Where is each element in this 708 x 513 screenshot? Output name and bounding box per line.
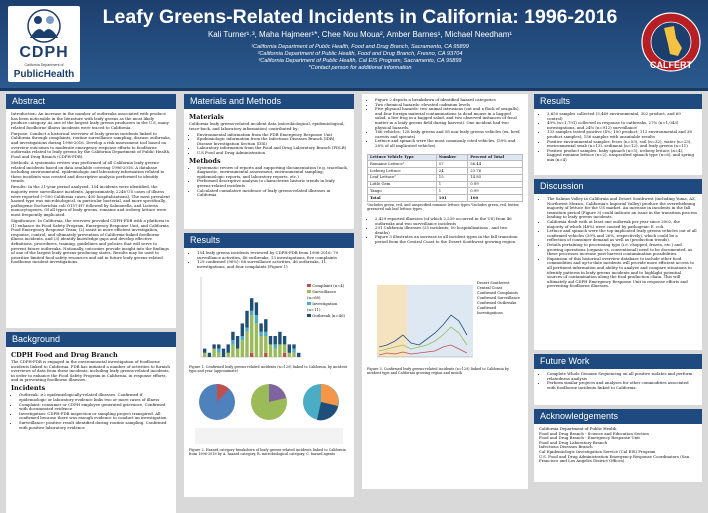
table-row: Romaine Lettuce¹ 57 56.44: [368, 161, 523, 168]
figure-3-legend-item: Desert Southwest: [477, 280, 510, 285]
affiliation-3: ³California Department of Public Health, Cal EIS Program, Sacramento, CA 95899: [258, 58, 462, 64]
figure-1-bar-segment: [283, 336, 286, 344]
future-work-heading: Future Work: [534, 354, 702, 369]
table-header-row: [368, 154, 523, 161]
column-4: [534, 94, 702, 482]
abstract-body: [6, 109, 176, 328]
results-right-body: [534, 109, 702, 175]
ack-line: Food and Drug Branch - Science and Education Section: [539, 430, 649, 436]
discussion-heading: Discussion: [534, 179, 702, 194]
ack-line: Food and Drug Laboratory Branch: [539, 439, 608, 445]
materials-subheading: Materials: [189, 113, 224, 121]
figure-1-bar-segment: [236, 349, 239, 357]
calfert-seal-icon: [640, 4, 702, 84]
cdph-logo: [8, 6, 80, 82]
figure-3-caption: Figure 3. Confirmed leafy greens-related incidents (n=129) linked to California by incident type and California growing region and month: [367, 366, 509, 375]
background-subheading: CDPH Food and Drug Branch: [11, 351, 118, 359]
figure-1-bar-segment: [292, 353, 295, 357]
samples-item: • Positive product samples: baby spinach (n=5), iceberg lettuce (n=4), bagged romaine lettuce (n=2), unspecified spinach type (n=6), and spring mix (n=4): [547, 149, 697, 163]
table-header-cell: Lettuce Vehicle Type: [368, 154, 437, 161]
figure-2: [189, 376, 349, 448]
table-row: Leaf Lettuce² 15 14.85: [368, 174, 523, 181]
poster-header: [0, 0, 708, 91]
figure-1-bar-segment: [217, 345, 220, 349]
materials-item: • Epidemiologic information from the Infectious Diseases Branch (IDB) Disease Investigation Section (DIS): [197, 137, 349, 146]
figure-1-bar-segment: [250, 299, 253, 312]
methods-heading: Materials and Methods: [184, 94, 354, 109]
column-1: [6, 94, 176, 513]
ack-line: Infectious Diseases Branch: [539, 444, 593, 450]
figure-3-legend-item: Confirmed Investigations: [477, 305, 503, 315]
figure-1-bar-segment: [250, 353, 253, 357]
figure-3-legend-item: Confirmed Complaints: [477, 290, 518, 295]
illness-list: [367, 217, 523, 245]
figure-3-legend: [477, 281, 521, 316]
abstract-methods: Methods: A systematic review was performed of all California leafy greens-related incidents based on data available covering 1996-2016. A database including environmental, epidemiologic and laboratory information related to these incidents was created and descriptive analysis performed to identify trends.: [11, 159, 165, 184]
hazard-item: • Lettuce and spinach were the most commonly cited vehicles, (39% and 26% of all implicated vehicles).: [375, 139, 523, 148]
figure-1-bar-segment: [283, 345, 286, 353]
calfert-logo-text: CALFERT: [650, 60, 692, 70]
cdph-logo-publichealth: PublicHealth: [13, 69, 75, 80]
table-header-cell: Percent of Total: [468, 154, 523, 161]
abstract-introduction: Introduction: An increase in the number of outbreaks associated with produce has been noticeable in the literature with leafy greens as the most likely produce category. As one of the largest leafy greens producers in the U.S, many related foodborne illness incidents were traced to California.: [11, 111, 169, 130]
ack-line: Food and Drug Branch - Emergency Response Unit: [539, 435, 640, 441]
methods-body: [184, 109, 354, 229]
cdph-emblem-icon: [8, 6, 80, 46]
figure-1-bar-segment: [288, 353, 291, 357]
figure-3-legend-item: Confirmed Surveillance: [477, 295, 521, 300]
discussion-item: • California dealt with at least one outbreak per year since 2002, the majority of which (48%) were caused by pathogenic E. coli.: [547, 220, 697, 229]
discussion-item: • Lettuce and spinach were the top implicated leafy greens vehicles out of all confirmed vehicles (39% and 26%, respectively), which could be a reflection of consumer demand as well as (production trends).: [547, 229, 697, 243]
background-paragraph: The CDPH-FDB is engaged in the environmental investigation of foodborne incidents linked to California. FDB has initiated a number of activities to furnish overviews of data from these incidents, including leafy greens-related incidents, in order to enhance the Food Safety Program in California, in response efforts, and in preventing foodborne illnesses.: [11, 359, 170, 383]
figure-1-bar-segment: [245, 332, 248, 357]
figure-1-bar-segment: [217, 349, 220, 353]
figure-1-bar-segment: [292, 345, 295, 349]
incident-definition-item: • Surveillance: positive result identified during routine sampling. Confirmed with positive laboratory evidence: [19, 421, 171, 430]
figure-1-bar-segment: [217, 353, 220, 357]
figure-1-bar-segment: [274, 349, 277, 357]
hazard-list: [367, 98, 523, 149]
table-row: Little Gem 1 0.99: [368, 181, 523, 188]
figure-1-bar-segment: [231, 341, 234, 345]
figure-1-bar-segment: [297, 353, 300, 357]
figure-1-bar-segment: [245, 328, 248, 332]
results-left-item: • 129 confirmed (96%): 68 surveillance activities, 46 outbreaks, 11 investigations, and four complaints (Figure 1): [197, 260, 349, 269]
figure-1-bar-segment: [278, 332, 281, 345]
abstract-heading: Abstract: [6, 94, 176, 109]
figure-1-bar-segment: [203, 353, 206, 357]
poster-affiliations: [80, 44, 640, 72]
materials-item: • Environmental information from the FDB Emergency Response Unit: [197, 133, 349, 138]
hazard-item: • Two chemical hazards: elevated cadmium levels: [375, 103, 523, 108]
illness-item: • Figure 3 illustrates an increase in all incident types in the fall transition period from the Central Coast to the Desert Southwest growing region.: [375, 235, 523, 244]
figure-1-bar-segment: [241, 324, 244, 337]
figure-1-bar-segment: [283, 353, 286, 357]
ack-line: U.S. Food and Drug Administration Emergency Response Coordinators (San Francisco and Los Angeles District Offices): [539, 453, 690, 464]
figure-1-bar-segment: [212, 345, 215, 349]
figure-1-legend-complaint: Complaint (n=4): [307, 283, 347, 289]
acknowledgements-body: [534, 424, 702, 482]
future-work-list: [539, 372, 697, 390]
table-header-cell: Number: [436, 154, 467, 161]
figure-3-legend-item: Confirmed Outbreaks: [477, 300, 517, 305]
figure-2-caption: Figure 2. Hazard category breakdown of leafy greens-related incidents linked to California from 1996-2016 by A. hazard category, B. microbiological category, C. hazard agents: [189, 448, 346, 457]
materials-item: • Laboratory information from the Food and Drug Laboratory Branch (FDLB): [197, 146, 349, 151]
figure-1-bar-segment: [212, 349, 215, 357]
figure-1-bar-segment: [250, 315, 253, 353]
figure-1-bar-segment: [264, 320, 267, 333]
cdph-logo-subtitle: California Department of: [24, 63, 64, 67]
column-3: [362, 94, 528, 489]
acknowledgements-heading: Acknowledgements: [534, 409, 702, 424]
figure-1-bar-segment: [203, 349, 206, 353]
future-work-item: • Perform similar projects and analyses for other commodities associated with foodborne incidents linked to California.: [547, 381, 697, 390]
figure-2-hazard-pies: [189, 376, 349, 448]
figure-1-bar-segment: [274, 336, 277, 344]
results-heading-left: Results: [184, 233, 354, 248]
illness-item: • 291 California illnesses (25 incidents, 50 hospitalizations , and two deaths): [375, 226, 523, 235]
affiliation-2: ²California Department of Public Health, Food and Drug Branch, Fresno, CA 93704: [257, 51, 463, 57]
figure-1-caption: Figure 1. Confirmed leafy greens-related incidents (n=129) linked to California, by incident type and year (approximate): [189, 365, 348, 374]
column-2: [184, 94, 354, 497]
poster-authors: Kali Turner¹˒³, Maha Hajmeer¹*, Chee Nou Moua², Amber Barnes¹, Michael Needham¹: [207, 30, 513, 39]
figure-1-bar-segment: [259, 324, 262, 332]
figure-1-legend-surveillance: Surveillance (n=68): [307, 289, 337, 301]
materials-paragraph: California leafy greens-related incident data (microbiological, epidemiological, trace-back, and laboratory information) contributed by:: [189, 121, 345, 131]
figure-1-bar-segment: [264, 353, 267, 357]
materials-list: [189, 133, 349, 156]
future-work-body: [534, 369, 702, 405]
discussion-item: • Details pertaining to processing type (i.e. chopped, frozen, etc.) and growing operations (organic vs. conventional) need to be documented, as these processes increase post-harvest contamination possibilities.: [547, 243, 697, 257]
figure-1-bar-segment: [292, 349, 295, 353]
figure-1-legend-outbreak: Outbreak (n=46): [307, 313, 347, 319]
samples-item: • Positive environmental samples: feces (n=53), soil (n=32), water (n=25), environmental swab (n=13), sediment (n=12), and leafy greens (n=11): [547, 140, 697, 149]
cdph-logo-acronym: CDPH: [19, 44, 69, 61]
figure-1-bar-segment: [241, 341, 244, 358]
hazard-item: • 186 vehicles: 128 leafy greens and 58 non-leafy greens vehicles (ex. beef, carrots and sprouts): [375, 130, 523, 139]
incident-definition-item: • Investigation: CDPH-FDB inspection or sampling project transpired. All confirmed because there was enough evidence to conduct an investigation: [19, 412, 171, 421]
figure-1-bar-segment: [269, 336, 272, 344]
table-row-total: Total 101 100: [368, 195, 523, 202]
methods-item: • Calculated cumulative incidence of leafy greens-related illnesses in California: [197, 189, 349, 198]
figure-1-bar-segment: [227, 353, 230, 357]
figure-1-bar-segment: [269, 345, 272, 358]
samples-item: • 3,650 samples collected (3,469 environmental, 302 product, and 69 control): [547, 112, 697, 121]
methods-list: [189, 166, 349, 198]
figure-3-legend-item: Central Coast: [477, 285, 503, 290]
poster-title: Leafy Greens-Related Incidents in California: 1996-2016: [102, 6, 618, 28]
figure-1-bar-segment: [208, 353, 211, 357]
figure-1-bar-segment: [264, 336, 267, 353]
table-row: Iceberg Lettuce 24 23.76: [368, 168, 523, 175]
incident-definitions: [11, 393, 171, 430]
figure-1-bar-segment: [259, 336, 262, 357]
incident-definition-item: • Complaint: consumer or CDPH employee generated grievance. Confirmed with documented evidence: [19, 403, 171, 412]
abstract-purpose: Purpose: Conduct a historical overview of leafy greens incidents linked to California through complaints, routine surveillance sampling, disease outbreaks, and investigations during 1996-2016. Develop a risk assessment tool based on overview outcomes to moderate emergency response efforts to foodborne outbreaks related to leafy greens by the California Department of Public Health, Food and Drug Branch (CDPH-FDB).: [11, 130, 171, 159]
results-left-item: • 154 leafy greens incidents reviewed by CDPH-FDB from 1996-2016: 70 surveillance activities, 46 outbreaks, 13 investigations, five complaints: [197, 251, 349, 260]
affiliation-contact: *Contact person for additional information: [308, 65, 412, 71]
hazard-item: • Five physical hazards: two animal intrusions (cat and a flock of seagulls), and four foreign material contaminations (a dead mouse in a bagged salad, a live frog in a bagged salad, and two observed instances of fecal matter in a leafy greens field during harvest). One incident had two physical hazards.: [375, 107, 523, 130]
discussion-list: [539, 197, 697, 289]
discussion-item: • Expansion of this historical overview database to include other food commodities and up-to-date incidents will provide more efficient access to all pertinent information and ability to analyze and compare situations to identify patterns in leafy greens incidents and to highlight potential sources of contamination along the food production chain. This will ultimately aid CDPH Emergency Response Unit in response efforts and preventing foodborne illnesses.: [547, 257, 697, 289]
methods-item: • Systematic review of reports and supporting documentation (e.g. traceback, diagnostic, environmental assessment, environmental sampling, epidemiologic reports, and laboratory reports, etc.): [197, 166, 349, 180]
figure-1-bar-segment: [245, 311, 248, 328]
figure-1-bar-segment: [231, 345, 234, 358]
figure-1-bar-segment: [227, 345, 230, 353]
calfert-logo: [640, 4, 702, 84]
table-footnote: ¹Includes green, red, and unspecified romaine lettuce types ²Includes green, red, butter, green/red oak leaf lettuce types: [367, 203, 520, 211]
materials-item: • U.S Food and Drug Administration: [197, 151, 349, 156]
figure-1-bar-segment: [255, 315, 258, 323]
figure-1: [189, 271, 349, 365]
affiliation-1: ¹California Department of Public Health, Food and Drug Branch, Sacramento, CA 95899: [251, 44, 469, 50]
results-middle-body: [362, 94, 528, 489]
figure-1-bar-segment: [231, 332, 234, 340]
figure-1-bar-segment: [264, 332, 267, 336]
samples-item: • 49% (n=1,791) collected in response to outbreaks, 27% (n=1,043) investigations, and 24% (n=912) surveillance: [547, 121, 697, 130]
incidents-subheading: Incidents: [11, 384, 46, 393]
methods-subheading: Methods: [189, 156, 221, 165]
lettuce-vehicle-table: [367, 154, 523, 202]
ack-line: California Department of Public Health: [539, 426, 617, 431]
figure-1-bar-segment: [255, 303, 258, 316]
figure-1-bar-segment: [236, 336, 239, 349]
figure-1-legend-investigation: Investigation (n=11): [307, 301, 338, 313]
figure-1-bar-segment: [250, 311, 253, 315]
discussion-item: • The Salinas Valley in California and Desert Southwest (including Yuma, AZ, Northwest Mexico, California's Imperial Valley) produce the overwhelming majority of lettuce for the US market. An increase in incidents in the fall transition period (Figure 3) could indicate an issue in the transition process leading to leafy greens incidents.: [547, 197, 697, 220]
abstract-significance: Significance: In California, the overview provided CDPH-FDB with a platform to (1) enhance its Food Safety Program, Emergency Response Unit, and California Food Emergency Response Team; (2) assist in more efficient investigation, response, control, and ultimately prevention of California-linked foodborne illness incidents, and (3) identify knowledge gaps and develop effective definitions, procedures, training, guidelines and policies that will serve to prevent future outbreaks. Nationally, outcomes provide insight into the findings of one of the largest leafy greens-producing states. Results may be used to prioritize limited food safety resources and aid in future leafy greens-related foodborne incident investigations.: [11, 218, 170, 265]
figure-1-bar-segment: [222, 349, 225, 357]
incident-definition-item: • Outbreak: ≥2 epidemiologically-related illnesses. Confirmed if epidemiologic or laboratory evidence links two or more cases of illness: [19, 393, 171, 402]
discussion-body: [534, 194, 702, 350]
results-left-list: [189, 251, 349, 269]
illness-item: • 2,429 reported illnesses (of which 2,239 occurred in the US) from 46 outbreaks and two surveillance incidents: [375, 217, 523, 226]
background-body: [6, 347, 176, 513]
figure-1-bar-segment: [255, 324, 258, 358]
figure-1-bar-segment: [241, 336, 244, 340]
samples-list: [539, 112, 697, 163]
figure-1-bar-segment: [278, 345, 281, 358]
figure-1-bar-segment: [274, 345, 277, 349]
figure-3: [367, 275, 523, 367]
figure-1-legend: [307, 283, 347, 319]
ack-line: Cal Epidemiologic Investigation Service (Cal EIS) Program: [539, 448, 656, 454]
future-work-item: • Complete Whole Genome Sequencing on all positive isolates and perform relatedness analysis: [547, 372, 697, 381]
hazard-item: • Figure 2 depicts a breakdown of identified hazard categories: [375, 98, 523, 103]
results-left-body: [184, 248, 354, 497]
samples-item: • 133 samples tested positive (4%; 100 product; 112 environmental and 38 product samples); 156 samples with unsuitable results: [547, 130, 697, 139]
table-row: Tango 1 0.99: [368, 188, 523, 195]
figure-1-bar-segment: [288, 345, 291, 353]
background-heading: Background: [6, 332, 176, 347]
results-heading-right: Results: [534, 94, 702, 109]
abstract-results: Results: In the 21-year period analyzed, 154 incidents were identified, the majority were surveillance incidents. Approximately, 2246 US cases of illness were reported (~500 California cases; 400 hospitalizations). The most prevalent hazard type was microbiological, in particular bacterial, and more specifically, pathogenic Escherichia coli O157:H7 followed by Salmonella, and Listeria monocytogenes. Of all types of leafy greens, romaine and iceberg lettuce were most frequently implicated.: [11, 184, 170, 217]
figure-1-bar-segment: [259, 332, 262, 336]
methods-item: • Performed descriptive analysis to characterize historic trends in leafy greens-related incidents: [197, 179, 349, 188]
